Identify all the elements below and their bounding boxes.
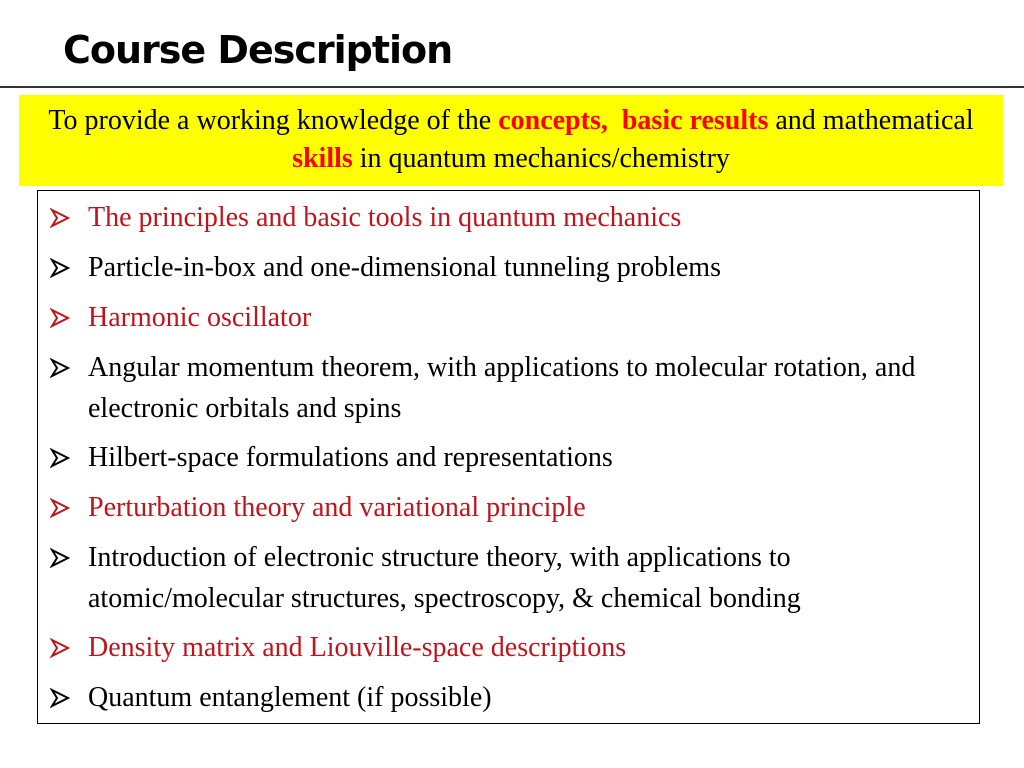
arrow-bullet-icon (50, 347, 74, 389)
summary-text-3: and mathematical (768, 105, 974, 136)
topic-text: Angular momentum theorem, with applications to molecular rotation, and electronic orbitals and spins (88, 352, 916, 424)
arrow-bullet-icon (50, 437, 74, 479)
topic-item (38, 537, 979, 619)
arrow-bullet-icon (50, 537, 74, 579)
arrow-bullet-icon (50, 197, 74, 239)
topic-text: Perturbation theory and variational principle (88, 492, 586, 523)
topic-text: Particle-in-box and one-dimensional tunneling problems (88, 252, 721, 283)
summary-text-1: To provide a working knowledge of the (48, 105, 499, 136)
topic-text: The principles and basic tools in quantum mechanics (88, 202, 682, 233)
course-summary-box (19, 95, 1003, 186)
summary-emphasis-concepts: concepts, (498, 105, 608, 136)
topic-item (38, 297, 979, 339)
summary-emphasis-skills: skills (292, 143, 353, 174)
summary-emphasis-basic-results: basic results (621, 105, 769, 136)
topic-text: Density matrix and Liouville-space descriptions (88, 632, 627, 663)
title-divider (0, 86, 1024, 88)
topic-item (38, 627, 979, 669)
slide-title: Course Description (63, 28, 453, 72)
topic-text: Introduction of electronic structure theory, with applications to atomic/molecular structures, spectroscopy, & chemical bonding (88, 542, 801, 614)
topic-item (38, 197, 979, 239)
arrow-bullet-icon (50, 677, 74, 719)
topic-item (38, 347, 979, 429)
topic-item (38, 437, 979, 479)
topics-box (37, 190, 980, 724)
topic-item (38, 677, 979, 719)
topic-item (38, 247, 979, 289)
topic-item (38, 487, 979, 529)
arrow-bullet-icon (50, 297, 74, 339)
arrow-bullet-icon (50, 627, 74, 669)
topic-text: Harmonic oscillator (88, 302, 312, 333)
arrow-bullet-icon (50, 487, 74, 529)
summary-text-2 (608, 105, 622, 136)
arrow-bullet-icon (50, 247, 74, 289)
summary-text-4: in quantum mechanics/chemistry (352, 143, 730, 174)
topic-text: Hilbert-space formulations and representations (88, 442, 613, 473)
topic-text: Quantum entanglement (if possible) (88, 682, 492, 713)
topics-list (38, 191, 979, 719)
